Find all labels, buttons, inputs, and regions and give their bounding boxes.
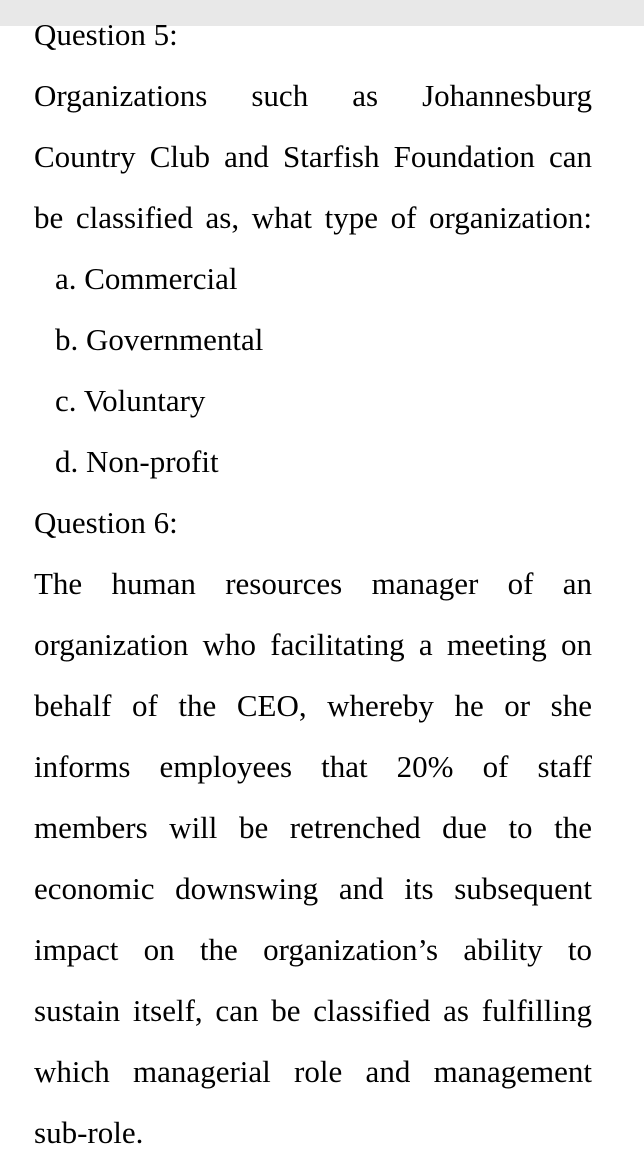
question-6-text-line: economic downswing and its subsequent [34, 871, 592, 906]
question-5-text-line: Organizations such as Johannesburg [34, 78, 592, 113]
question-6-text-line: The human resources manager of an [34, 566, 592, 601]
question-5-heading: Question 5: [34, 17, 178, 52]
question-6-text-line: which managerial role and management [34, 1054, 592, 1089]
question-6-text-line: informs employees that 20% of staff [34, 749, 592, 784]
option-c: c. Voluntary [55, 383, 206, 418]
option-b: b. Governmental [55, 322, 264, 357]
question-6-text-line: sustain itself, can be classified as fulfilling [34, 993, 592, 1028]
question-6-text-line: sub-role. [34, 1115, 144, 1150]
question-6-heading: Question 6: [34, 505, 178, 540]
question-5-text-line: Country Club and Starfish Foundation can [34, 139, 592, 174]
question-6-text-line: impact on the organization’s ability to [34, 932, 592, 967]
document-page [34, 4, 592, 1163]
option-d: d. Non-profit [55, 444, 219, 479]
question-6-text-line: behalf of the CEO, whereby he or she [34, 688, 592, 723]
question-6-text-line: members will be retrenched due to the [34, 810, 592, 845]
option-a: a. Commercial [55, 261, 238, 296]
question-5-text-line: be classified as, what type of organization: [34, 200, 592, 235]
question-6-text-line: organization who facilitating a meeting on [34, 627, 592, 662]
